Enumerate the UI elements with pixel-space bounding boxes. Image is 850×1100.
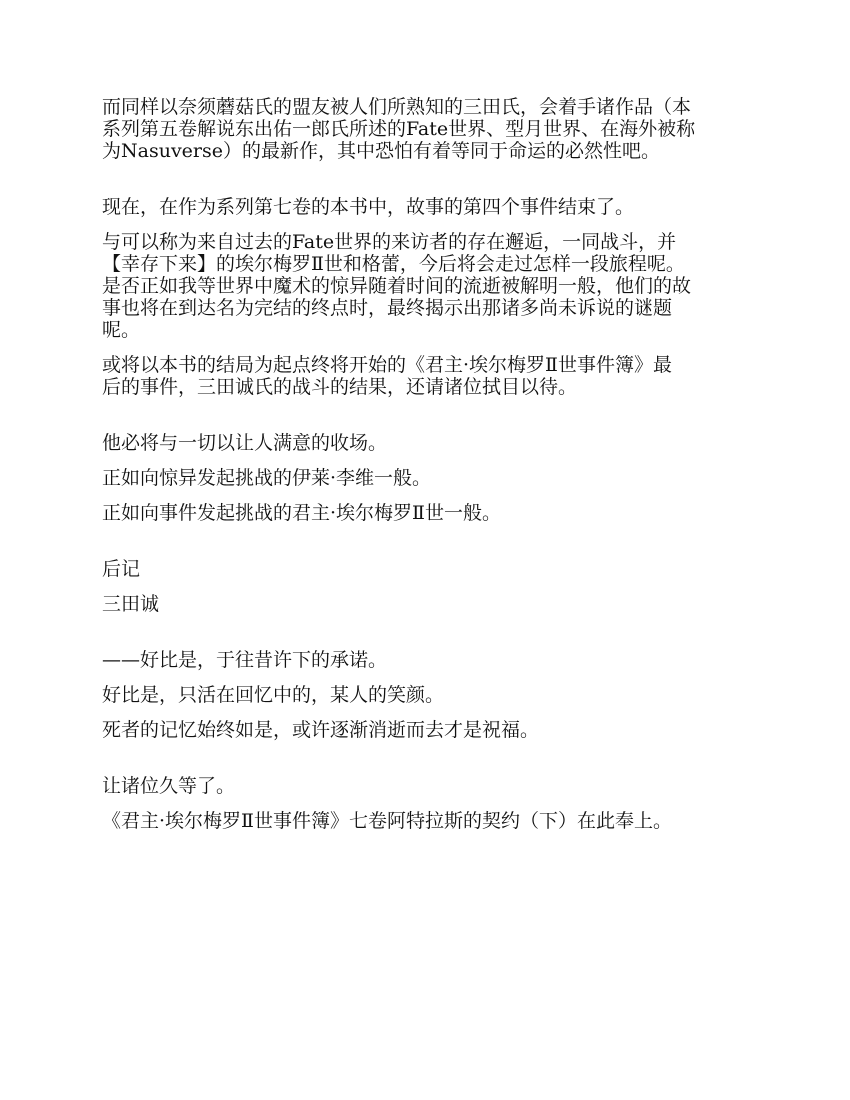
afterword-heading: 后记 bbox=[102, 558, 141, 580]
body-paragraph: ——好比是，于往昔许下的承诺。 bbox=[102, 649, 388, 671]
body-paragraph: 好比是，只活在回忆中的，某人的笑颜。 bbox=[102, 684, 445, 706]
author-name: 三田诚 bbox=[102, 593, 160, 615]
body-paragraph: 与可以称为来自过去的Fate世界的来访者的存在邂逅，一同战斗，并 【幸存下来】的埃尔梅罗Ⅱ世和格蕾，今后将会走过怎样一段旅程呢。 是否正如我等世界中魔术的惊异随着时间的流逝被解明一般，他们的故 事也将在到达名为完结的终点时，最终揭示出那诸多尚未诉说的谜题 呢。 bbox=[102, 231, 692, 341]
section-gap bbox=[102, 628, 752, 649]
paragraph-intro-nasuverse bbox=[102, 96, 752, 162]
body-paragraph: 正如向事件发起挑战的君主·埃尔梅罗Ⅱ世一般。 bbox=[102, 502, 501, 524]
body-paragraph: 而同样以奈须蘑菇氏的盟友被人们所熟知的三田氏，会着手诸作品（本 系列第五卷解说东出佑一郎氏所述的Fate世界、型月世界、在海外被称 为Nasuverse）的最新作，其中恐怕有着等同于命运的必然性吧。 bbox=[102, 96, 696, 162]
section-gap bbox=[102, 754, 752, 775]
document-page bbox=[102, 96, 752, 845]
body-paragraph: 正如向惊异发起挑战的伊莱·李维一般。 bbox=[102, 467, 432, 489]
body-paragraph: 现在，在作为系列第七卷的本书中，故事的第四个事件结束了。 bbox=[102, 196, 635, 218]
section-gap bbox=[102, 411, 752, 432]
body-paragraph: 让诸位久等了。 bbox=[102, 775, 236, 797]
section-gap bbox=[102, 175, 752, 196]
body-paragraph: 或将以本书的结局为起点终将开始的《君主·埃尔梅罗Ⅱ世事件簿》最 后的事件，三田诚氏的战斗的结果，还请诸位拭目以待。 bbox=[102, 354, 672, 398]
body-paragraph: 他必将与一切以让人满意的收场。 bbox=[102, 432, 388, 454]
section-gap bbox=[102, 537, 752, 558]
body-paragraph: 死者的记忆始终如是，或许逐渐消逝而去才是祝福。 bbox=[102, 719, 540, 741]
body-paragraph: 《君主·埃尔梅罗Ⅱ世事件簿》七卷阿特拉斯的契约（下）在此奉上。 bbox=[102, 810, 672, 832]
